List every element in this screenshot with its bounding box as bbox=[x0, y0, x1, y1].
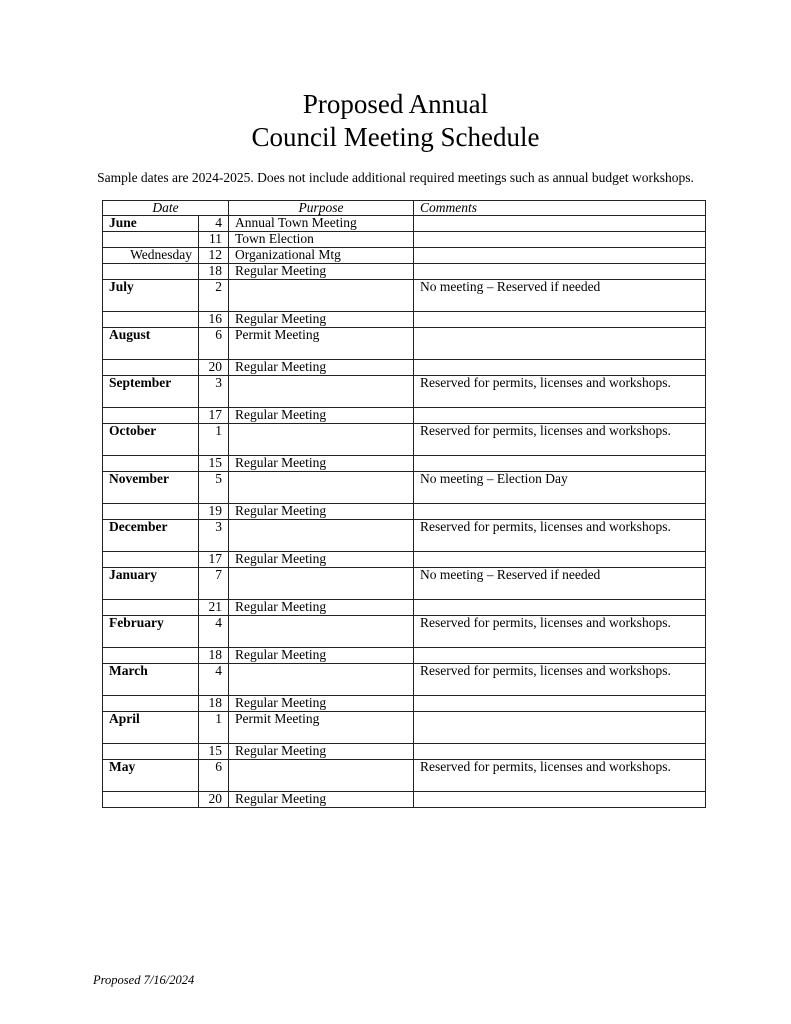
table-row bbox=[103, 312, 706, 328]
table-row bbox=[103, 504, 706, 520]
month-cell bbox=[103, 504, 199, 520]
comment-cell bbox=[414, 408, 706, 424]
purpose-cell: Regular Meeting bbox=[229, 792, 414, 808]
header-date: Date bbox=[103, 201, 229, 216]
day-cell: 4 bbox=[199, 664, 229, 696]
title-line-2: Council Meeting Schedule bbox=[251, 122, 540, 152]
purpose-cell bbox=[229, 280, 414, 312]
comment-cell bbox=[414, 264, 706, 280]
purpose-cell bbox=[229, 568, 414, 600]
day-cell: 17 bbox=[199, 408, 229, 424]
comment-cell: Reserved for permits, licenses and workshops. bbox=[414, 376, 706, 408]
comment-cell: Reserved for permits, licenses and workshops. bbox=[414, 664, 706, 696]
comment-cell: Reserved for permits, licenses and workshops. bbox=[414, 616, 706, 648]
table-row bbox=[103, 360, 706, 376]
purpose-cell: Regular Meeting bbox=[229, 360, 414, 376]
month-cell bbox=[103, 648, 199, 664]
day-cell: 15 bbox=[199, 456, 229, 472]
comment-cell: Reserved for permits, licenses and workshops. bbox=[414, 520, 706, 552]
day-cell: 12 bbox=[199, 248, 229, 264]
month-cell bbox=[103, 360, 199, 376]
table-row bbox=[103, 232, 706, 248]
table-row bbox=[103, 616, 706, 648]
day-cell: 3 bbox=[199, 520, 229, 552]
month-cell: July bbox=[103, 280, 199, 312]
month-cell: January bbox=[103, 568, 199, 600]
day-cell: 6 bbox=[199, 760, 229, 792]
day-cell: 1 bbox=[199, 424, 229, 456]
day-cell: 4 bbox=[199, 216, 229, 232]
table-row bbox=[103, 248, 706, 264]
month-cell: April bbox=[103, 712, 199, 744]
table-row bbox=[103, 264, 706, 280]
comment-cell bbox=[414, 312, 706, 328]
purpose-cell bbox=[229, 376, 414, 408]
purpose-cell: Regular Meeting bbox=[229, 648, 414, 664]
table-row bbox=[103, 376, 706, 408]
title-line-1: Proposed Annual bbox=[302, 89, 489, 119]
month-cell: May bbox=[103, 760, 199, 792]
month-cell bbox=[103, 408, 199, 424]
day-cell: 17 bbox=[199, 552, 229, 568]
table-row bbox=[103, 648, 706, 664]
comment-cell: No meeting – Reserved if needed bbox=[414, 280, 706, 312]
comment-cell bbox=[414, 648, 706, 664]
table-row bbox=[103, 280, 706, 312]
purpose-cell: Permit Meeting bbox=[229, 712, 414, 744]
day-cell: 11 bbox=[199, 232, 229, 248]
comment-cell bbox=[414, 360, 706, 376]
purpose-cell: Regular Meeting bbox=[229, 264, 414, 280]
purpose-cell: Permit Meeting bbox=[229, 328, 414, 360]
comment-cell bbox=[414, 456, 706, 472]
comment-cell: Reserved for permits, licenses and workshops. bbox=[414, 760, 706, 792]
comment-cell bbox=[414, 712, 706, 744]
day-cell: 19 bbox=[199, 504, 229, 520]
header-row bbox=[103, 201, 706, 216]
table-row bbox=[103, 744, 706, 760]
purpose-cell: Town Election bbox=[229, 232, 414, 248]
day-cell: 7 bbox=[199, 568, 229, 600]
month-cell: December bbox=[103, 520, 199, 552]
month-cell bbox=[103, 744, 199, 760]
comment-cell bbox=[414, 232, 706, 248]
month-cell bbox=[103, 312, 199, 328]
table-row bbox=[103, 568, 706, 600]
month-cell: November bbox=[103, 472, 199, 504]
table-row bbox=[103, 328, 706, 360]
day-cell: 18 bbox=[199, 696, 229, 712]
day-cell: 15 bbox=[199, 744, 229, 760]
table-row bbox=[103, 520, 706, 552]
purpose-cell: Organizational Mtg bbox=[229, 248, 414, 264]
day-cell: 21 bbox=[199, 600, 229, 616]
comment-cell bbox=[414, 328, 706, 360]
comment-cell: Reserved for permits, licenses and workshops. bbox=[414, 424, 706, 456]
comment-cell bbox=[414, 600, 706, 616]
purpose-cell: Regular Meeting bbox=[229, 696, 414, 712]
table-row bbox=[103, 472, 706, 504]
day-cell: 16 bbox=[199, 312, 229, 328]
month-cell: September bbox=[103, 376, 199, 408]
month-cell: October bbox=[103, 424, 199, 456]
purpose-cell: Regular Meeting bbox=[229, 600, 414, 616]
comment-cell bbox=[414, 504, 706, 520]
day-cell: 18 bbox=[199, 264, 229, 280]
day-cell: 5 bbox=[199, 472, 229, 504]
comment-cell bbox=[414, 552, 706, 568]
comment-cell bbox=[414, 248, 706, 264]
purpose-cell bbox=[229, 472, 414, 504]
purpose-cell: Regular Meeting bbox=[229, 552, 414, 568]
table-row bbox=[103, 664, 706, 696]
month-cell bbox=[103, 264, 199, 280]
comment-cell bbox=[414, 792, 706, 808]
purpose-cell: Regular Meeting bbox=[229, 408, 414, 424]
month-cell: March bbox=[103, 664, 199, 696]
day-cell: 3 bbox=[199, 376, 229, 408]
purpose-cell bbox=[229, 760, 414, 792]
table-row bbox=[103, 456, 706, 472]
schedule-table bbox=[102, 200, 706, 808]
comment-cell bbox=[414, 216, 706, 232]
day-cell: 2 bbox=[199, 280, 229, 312]
table-row bbox=[103, 216, 706, 232]
purpose-cell bbox=[229, 520, 414, 552]
purpose-cell: Regular Meeting bbox=[229, 504, 414, 520]
month-cell: June bbox=[103, 216, 199, 232]
table-row bbox=[103, 552, 706, 568]
day-cell: 20 bbox=[199, 360, 229, 376]
day-cell: 1 bbox=[199, 712, 229, 744]
comment-cell bbox=[414, 744, 706, 760]
day-cell: 4 bbox=[199, 616, 229, 648]
table-row bbox=[103, 600, 706, 616]
day-cell: 18 bbox=[199, 648, 229, 664]
table-row bbox=[103, 408, 706, 424]
purpose-cell: Regular Meeting bbox=[229, 312, 414, 328]
month-cell bbox=[103, 792, 199, 808]
table-row bbox=[103, 696, 706, 712]
purpose-cell: Regular Meeting bbox=[229, 744, 414, 760]
page-title bbox=[0, 88, 791, 154]
month-cell: February bbox=[103, 616, 199, 648]
purpose-cell: Regular Meeting bbox=[229, 456, 414, 472]
month-cell bbox=[103, 552, 199, 568]
month-cell bbox=[103, 456, 199, 472]
table-row bbox=[103, 424, 706, 456]
table-row bbox=[103, 760, 706, 792]
month-cell bbox=[103, 696, 199, 712]
header-comments: Comments bbox=[414, 201, 706, 216]
comment-cell: No meeting – Election Day bbox=[414, 472, 706, 504]
month-cell: August bbox=[103, 328, 199, 360]
purpose-cell bbox=[229, 616, 414, 648]
table-row bbox=[103, 712, 706, 744]
purpose-cell: Annual Town Meeting bbox=[229, 216, 414, 232]
day-cell: 20 bbox=[199, 792, 229, 808]
comment-cell bbox=[414, 696, 706, 712]
month-cell bbox=[103, 232, 199, 248]
weekday-cell: Wednesday bbox=[103, 248, 199, 264]
subtitle-note: Sample dates are 2024-2025. Does not include additional required meetings such as annual budget workshops. bbox=[97, 170, 694, 185]
comment-cell: No meeting – Reserved if needed bbox=[414, 568, 706, 600]
purpose-cell bbox=[229, 664, 414, 696]
table-row bbox=[103, 792, 706, 808]
footer-note: Proposed 7/16/2024 bbox=[93, 973, 195, 987]
purpose-cell bbox=[229, 424, 414, 456]
header-purpose: Purpose bbox=[229, 201, 414, 216]
month-cell bbox=[103, 600, 199, 616]
day-cell: 6 bbox=[199, 328, 229, 360]
